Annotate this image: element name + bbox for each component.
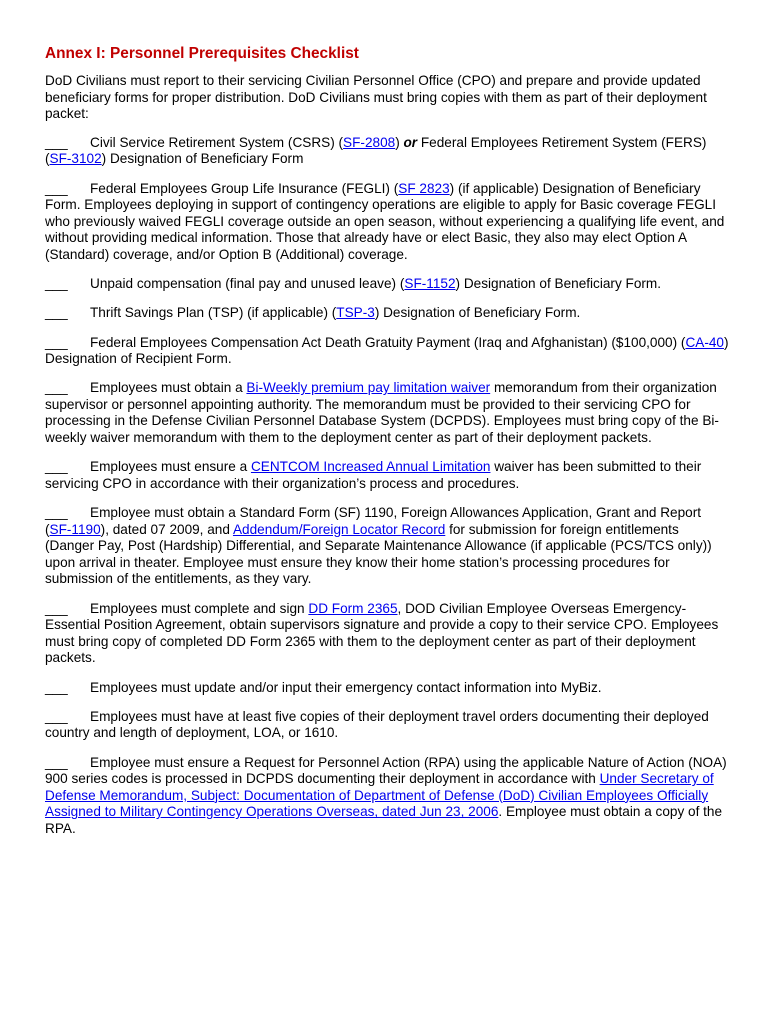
link-sf-2808[interactable]: SF-2808 — [343, 134, 396, 150]
link-sf-1152[interactable]: SF-1152 — [404, 276, 456, 292]
link-centcom-limitation[interactable]: CENTCOM Increased Annual Limitation — [250, 459, 491, 475]
page-title: Annex I: Personnel Prerequisites Checklist — [45, 45, 359, 62]
link-biweekly-waiver[interactable]: Bi-Weekly premium pay limitation waiver — [246, 380, 491, 396]
checklist-item-centcom-limitation: ___ Employees must ensure a CENTCOM Increased Annual Limitation waiver has been submitted to their servicing CPO in accordance with their organization’s process and procedures. — [45, 459, 702, 491]
checkbox-blank[interactable]: ___ — [45, 276, 68, 292]
checkbox-blank[interactable]: ___ — [45, 679, 68, 695]
checkbox-blank[interactable]: ___ — [45, 134, 68, 150]
checkbox-blank[interactable]: ___ — [45, 708, 68, 724]
checklist-item-biweekly-waiver: ___ Employees must obtain a Bi-Weekly premium pay limitation waiver memorandum from their organization supervisor or personnel appointing authority. The memorandum must be provided to their servicing CPO for processing in the Defense Civilian Personnel Database System (DCPDS). Employees must bring copy of the Bi-weekly waiver memorandum with them to the deployment center as part of their deployment packets. — [45, 380, 719, 446]
checklist-item-retirement: ___ Civil Service Retirement System (CSRS) (SF-2808) or Federal Employees Retirement System (FERS) (SF-3102) Designation of Beneficiary Form — [45, 134, 707, 167]
checklist-item-rpa: ___ Employee must ensure a Request for Personnel Action (RPA) using the applicable Nature of Action (NOA) 900 series codes is processed in DCPDS documenting their deployment in accordance with Under Secretary of Defense Memorandum, Subject: Documentation of Department of Defense (DoD) Civilian Employees Officially Assigned to Military Contingency Operations Overseas, dated Jun 23, 2006. Employee must obtain a copy of the RPA. — [45, 754, 727, 836]
checkbox-blank[interactable]: ___ — [45, 180, 68, 196]
link-addendum-locator[interactable]: Addendum/Foreign Locator Record — [232, 521, 446, 537]
link-tsp-3[interactable]: TSP-3 — [336, 305, 375, 321]
link-sf-3102[interactable]: SF-3102 — [49, 151, 102, 167]
link-dd-2365[interactable]: DD Form 2365 — [308, 600, 398, 616]
link-ca-40[interactable]: CA-40 — [685, 334, 724, 350]
checklist-item-fegli: ___ Federal Employees Group Life Insurance (FEGLI) (SF 2823) (if applicable) Designation of Beneficiary Form. Employees deploying in support of contingency operations are eligible to apply for Basic coverage FEGLI who previously waived FEGLI coverage outside an open season, without experiencing a qualifying life event, and without providing medical information. Those that already have or elect Basic, they also may elect Option A (Standard) coverage, and/or Option B (Additional) coverage. — [45, 180, 725, 262]
checkbox-blank[interactable]: ___ — [45, 505, 68, 521]
checklist-item-dd-2365: ___ Employees must complete and sign DD Form 2365, DOD Civilian Employee Overseas Emergency-Essential Position Agreement, obtain supervisors signature and provide a copy to their service CPO. Employees must bring copy of completed DD Form 2365 with them to the deployment center as part of their deployment packets. — [45, 600, 719, 666]
checklist-item-unpaid-compensation: ___ Unpaid compensation (final pay and unused leave) (SF-1152) Designation of Beneficiary Form. — [45, 276, 662, 292]
link-sf-2823[interactable]: SF 2823 — [398, 180, 450, 196]
checklist-item-emergency-contact: ___ Employees must update and/or input their emergency contact information into MyBiz. — [45, 679, 602, 695]
checkbox-blank[interactable]: ___ — [45, 305, 68, 321]
checkbox-blank[interactable]: ___ — [45, 600, 68, 616]
checkbox-blank[interactable]: ___ — [45, 459, 68, 475]
checklist-item-sf-1190: ___ Employee must obtain a Standard Form (SF) 1190, Foreign Allowances Application, Grant and Report (SF-1190), dated 07 2009, and Addendum/Foreign Locator Record for submission for foreign entitlements (Danger Pay, Post (Hardship) Differential, and Separate Maintenance Allowance (if applicable (PCS/TCS only)) upon arrival in theater. Employee must ensure they know their home station’s processing procedures for submission of the entitlements, as they vary. — [45, 505, 712, 587]
link-usd-memorandum[interactable]: Under Secretary of Defense Memorandum, Subject: Documentation of Department of Defense (DoD) Civilian Employees Officially Assigned to Military Contingency Operations Overseas, dated Jun 23, 2006 — [45, 771, 714, 820]
checklist-item-death-gratuity: ___ Federal Employees Compensation Act Death Gratuity Payment (Iraq and Afghanistan) ($100,000) (CA-40) Designation of Recipient Form. — [45, 334, 729, 367]
checkbox-blank[interactable]: ___ — [45, 380, 68, 396]
checklist-item-tsp: ___ Thrift Savings Plan (TSP) (if applicable) (TSP-3) Designation of Beneficiary Form. — [45, 305, 581, 321]
checkbox-blank[interactable]: ___ — [45, 334, 68, 350]
intro-paragraph: DoD Civilians must report to their servicing Civilian Personnel Office (CPO) and prepare and provide updated beneficiary forms for proper distribution. DoD Civilians must bring copies with them as part of their deployment packet: — [45, 73, 707, 122]
link-sf-1190[interactable]: SF-1190 — [49, 521, 101, 537]
or-emphasis: or — [403, 134, 418, 150]
checkbox-blank[interactable]: ___ — [45, 754, 68, 770]
checklist-item-travel-orders: ___ Employees must have at least five copies of their deployment travel orders documenting their deployed country and length of deployment, LOA, or 1610. — [45, 708, 709, 741]
